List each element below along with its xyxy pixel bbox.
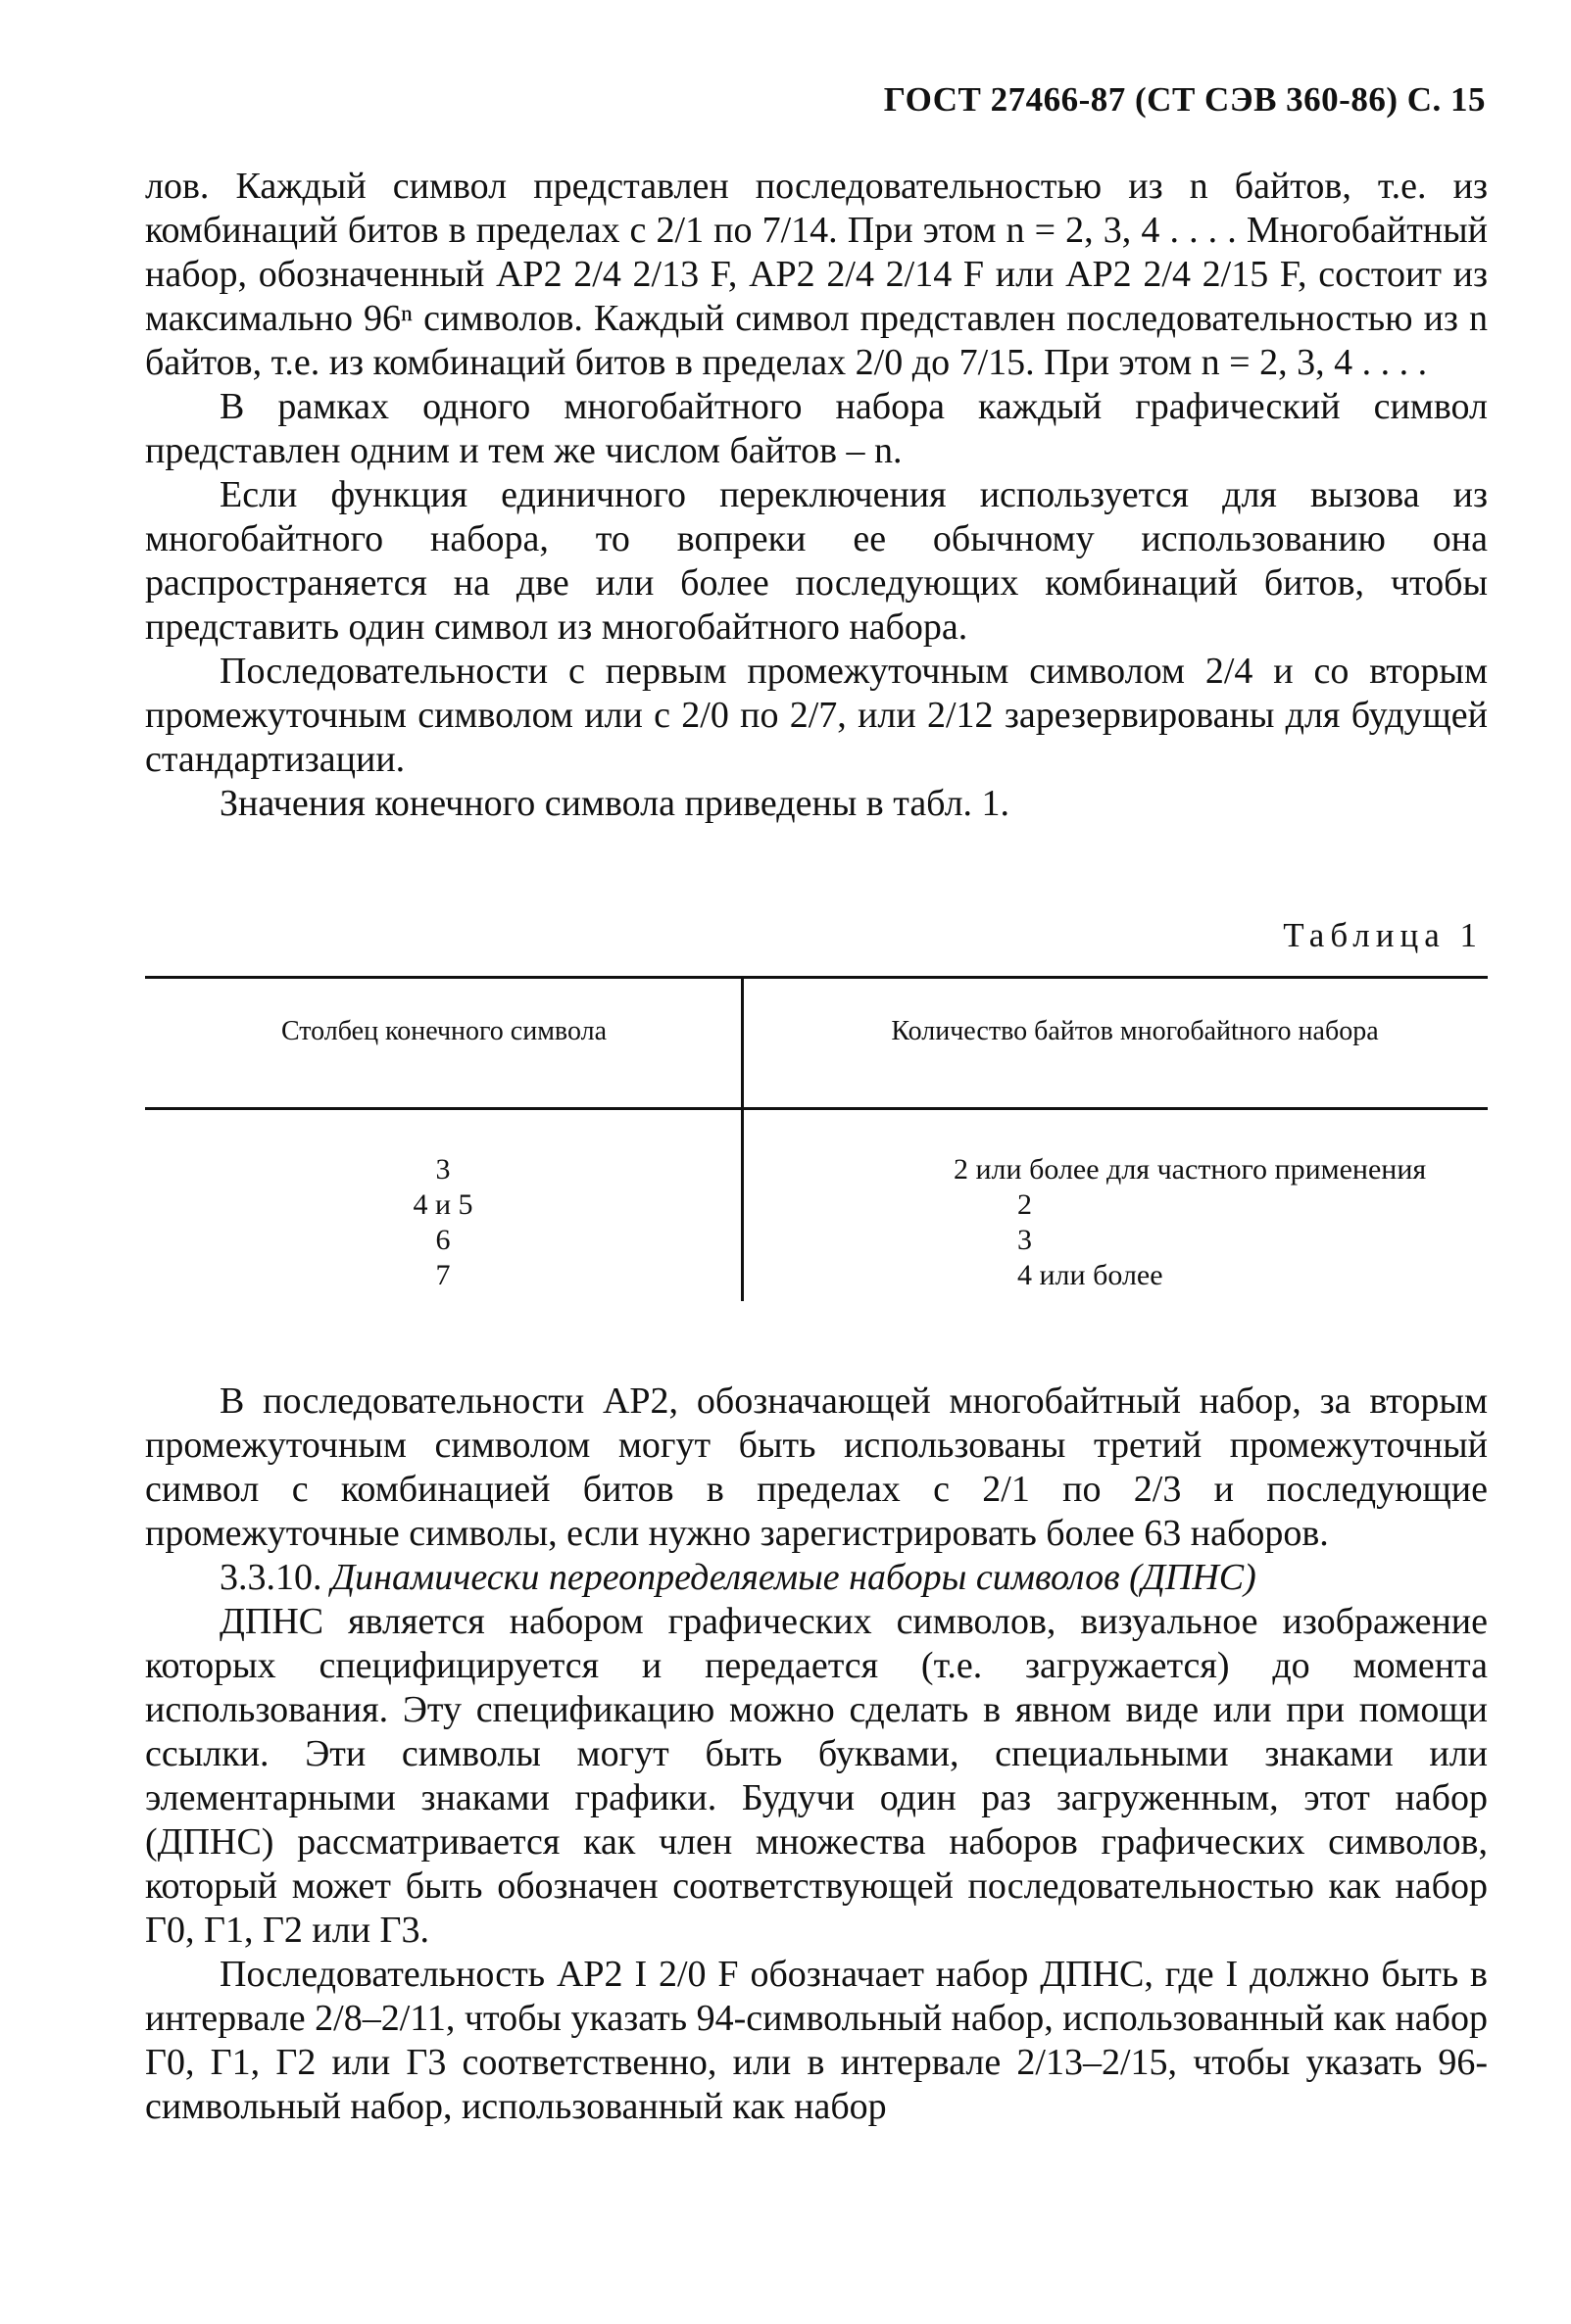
section-title: Динамически переопределяемые наборы символов (ДПНС) xyxy=(331,1557,1256,1598)
paragraph-single-shift: Если функция единичного переключения используется для вызова из многобайтного набора, то вопреки ее обычному использованию она распространяется на две или более последующих комбинаций битов, чтобы представить один символ из многобайтного набора. xyxy=(145,474,1488,648)
top-text-block xyxy=(145,165,1488,826)
paragraph-reserved-sequences: Последовательности с первым промежуточным символом 2/4 и со вторым промежуточным символом или с 2/0 по 2/7, или 2/12 зарезервированы для будущей стандартизации. xyxy=(145,651,1488,780)
table-cell: 7 xyxy=(435,1259,451,1291)
table-cell: 2 xyxy=(1017,1188,1032,1221)
table-caption: Таблица 1 xyxy=(1283,916,1483,954)
table-top-rule xyxy=(145,976,1488,979)
paragraph-multibyte-bytes: В рамках одного многобайтного набора каждый графический символ представлен одним и тем же числом байтов – n. xyxy=(145,386,1488,471)
paragraph-dpns-sequence: Последовательность АР2 I 2/0 F обозначает набор ДПНС, где I должно быть в интервале 2/8–2/11, чтобы указать 94-символьный набор, использованный как набор Г0, Г1, Г2 или Г3 соответственно, или в интервале 2/13–2/15, чтобы указать 96-символьный набор, использованный как набор xyxy=(145,1954,1488,2127)
table-cell: 4 и 5 xyxy=(413,1188,473,1221)
table-1 xyxy=(145,976,1488,1301)
section-heading xyxy=(145,1556,1488,1600)
paragraph-dpns-definition: ДПНС является набором графических символов, визуальное изображение которых специфицируется и передается (т.е. загружается) до момента использования. Эту спецификацию можно сделать в явном виде или при помощи ссылки. Эти символы могут быть буквами, специальными знаками или элементарными знаками графики. Будучи один раз загруженным, этот набор (ДПНС) рассматривается как член множества наборов графических символов, который может быть обозначен соответствующей последовательностью как набор Г0, Г1, Г2 или Г3. xyxy=(145,1601,1488,1951)
table-col2-values xyxy=(811,1152,1488,1293)
table-col1-values xyxy=(145,1152,741,1293)
bottom-text-block xyxy=(145,1380,1488,2129)
table-cell: 6 xyxy=(435,1224,451,1256)
table-cell: 3 xyxy=(435,1153,451,1186)
paragraph-continuation: лов. Каждый символ представлен последовательностью из n байтов, т.е. из комбинаций битов в пределах с 2/1 по 7/14. При этом n = 2, 3, 4 . . . . Многобайтный набор, обозначенный АР2 2/4 2/13 F, АР2 2/4 2/14 F или АР2 2/4 2/15 F, состоит из максимально 96ⁿ символов. Каждый символ представлен последовательностью из n байтов, т.е. из комбинаций битов в пределах 2/0 до 7/15. При этом n = 2, 3, 4 . . . . xyxy=(145,166,1488,383)
table-column-divider xyxy=(741,978,744,1301)
table-header-rule xyxy=(145,1107,1488,1110)
table-header-col1: Столбец конечного символа xyxy=(280,1016,607,1046)
paragraph-table-reference: Значения конечного символа приведены в табл. 1. xyxy=(220,783,1010,824)
table-cell: 2 или более для частного применения xyxy=(954,1153,1427,1186)
paragraph-ap2-intermediate: В последовательности АР2, обозначающей многобайтный набор, за вторым промежуточным символом могут быть использованы третий промежуточный символ с комбинацией битов в пределах с 2/1 по 2/3 и последующие промежуточные символы, если нужно зарегистрировать более 63 наборов. xyxy=(145,1380,1488,1554)
table-header-col2: Количество байтов многобайtного набора xyxy=(891,1016,1379,1046)
section-number: 3.3.10. xyxy=(220,1557,322,1598)
page-header: ГОСТ 27466-87 (СТ СЭВ 360-86) С. 15 xyxy=(883,80,1486,119)
table-cell: 4 или более xyxy=(1017,1259,1163,1291)
table-cell: 3 xyxy=(1017,1224,1032,1256)
